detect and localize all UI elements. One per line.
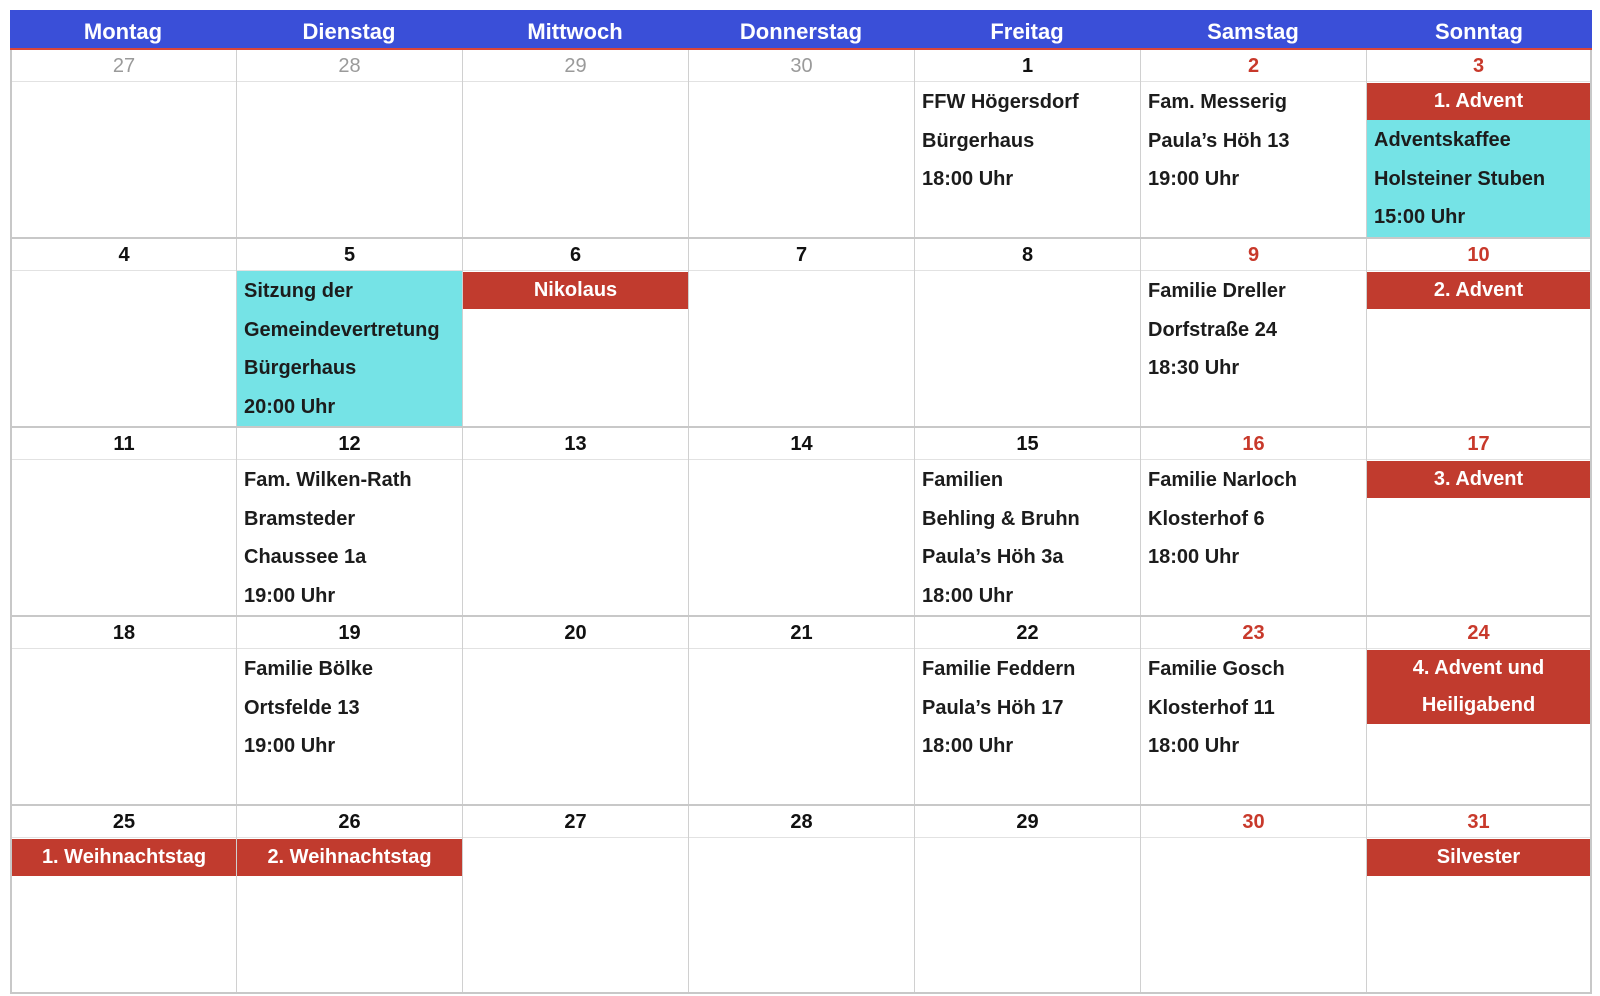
day-number: 12 [237,428,462,460]
day-cell[interactable] [1366,50,1592,237]
event-line: Bürgerhaus [244,357,357,379]
day-number: 3 [1367,50,1590,82]
weekday-header-freitag: Freitag [990,19,1064,44]
day-number: 24 [1367,617,1590,649]
event-block[interactable] [1141,649,1366,766]
day-number: 8 [915,239,1140,271]
day-cell[interactable] [236,239,462,426]
day-number: 29 [463,50,688,82]
event-line: Gemeindevertretung [244,318,440,341]
day-cell[interactable] [1366,806,1592,992]
event-line: Adventskaffee [1374,129,1511,151]
weekday-header-dienstag: Dienstag [302,19,396,44]
event-line: Chaussee 1a [244,546,367,568]
day-number: 25 [12,806,236,838]
day-number: 11 [12,428,236,460]
day-cell[interactable] [914,239,1140,426]
event-line: FFW Högersdorf [922,91,1079,113]
day-number: 9 [1141,239,1366,271]
day-cell[interactable] [1140,428,1366,615]
event-line: Familien [922,469,1004,491]
day-cell[interactable] [462,806,688,992]
day-cell[interactable] [10,428,236,615]
holiday-banner[interactable] [12,839,236,876]
weekday-header-row [10,10,1592,50]
event-line: Dorfstraße 24 [1148,318,1277,341]
day-cell[interactable] [688,239,914,426]
day-cell[interactable] [1366,239,1592,426]
event-line: Paula’s Höh 3a [922,546,1064,568]
event-block[interactable] [915,82,1140,199]
event-block[interactable] [1141,82,1366,199]
weekday-header-sonntag: Sonntag [1435,19,1523,44]
day-cell[interactable] [914,806,1140,992]
holiday-banner[interactable] [463,272,688,309]
day-cell[interactable] [1140,239,1366,426]
day-number: 27 [12,50,236,82]
event-line: 18:00 Uhr [1148,735,1240,757]
event-block[interactable] [915,649,1140,766]
event-line: Bürgerhaus [922,129,1035,152]
day-cell[interactable] [236,806,462,992]
event-line: 19:00 Uhr [1148,168,1240,190]
day-number: 20 [463,617,688,649]
calendar-week-row [10,50,1592,239]
day-number: 23 [1141,617,1366,649]
day-cell[interactable] [688,806,914,992]
event-line: Fam. Messerig [1148,91,1287,113]
holiday-label: 1. Weihnachtstag [41,846,207,868]
day-number: 26 [237,806,462,838]
day-number: 17 [1367,428,1590,460]
event-line: Ortsfelde 13 [244,696,360,719]
day-number: 14 [689,428,914,460]
event-block[interactable] [237,649,462,766]
day-number: 22 [915,617,1140,649]
holiday-label: 4. Advent und [1412,657,1545,679]
day-cell[interactable] [462,617,688,804]
holiday-banner[interactable] [1367,461,1590,498]
event-line: Familie Feddern [922,658,1076,680]
day-number: 21 [689,617,914,649]
day-number: 27 [463,806,688,838]
day-cell[interactable] [914,617,1140,804]
day-cell[interactable] [1140,50,1366,237]
event-line: 18:00 Uhr [922,584,1014,607]
event-line: Behling & Bruhn [922,507,1080,530]
day-cell[interactable] [914,50,1140,237]
holiday-banner[interactable] [1367,272,1590,309]
day-cell[interactable] [914,428,1140,615]
event-block[interactable] [915,460,1140,615]
event-line: Familie Bölke [244,658,373,680]
event-line: Familie Dreller [1148,280,1286,302]
day-cell[interactable] [10,806,236,992]
weekday-header-donnerstag: Donnerstag [739,19,863,44]
day-number: 28 [689,806,914,838]
event-line: 18:00 Uhr [1148,546,1240,568]
event-line: Fam. Wilken-Rath [244,469,412,491]
event-line: Klosterhof 11 [1148,696,1275,719]
day-cell[interactable] [236,428,462,615]
event-line: Paula’s Höh 13 [1148,129,1290,152]
event-line: Bramsteder [244,507,356,530]
day-number: 5 [237,239,462,271]
day-number: 6 [463,239,688,271]
day-number: 7 [689,239,914,271]
day-number: 19 [237,617,462,649]
day-number: 4 [12,239,236,271]
event-line: Familie Narloch [1148,469,1297,491]
calendar-weeks [10,50,1592,994]
day-number: 28 [237,50,462,82]
day-number: 30 [1141,806,1366,838]
event-line: 19:00 Uhr [244,735,336,757]
day-cell[interactable] [462,428,688,615]
calendar-month-grid [10,10,1592,994]
day-cell[interactable] [10,50,236,237]
day-number: 18 [12,617,236,649]
holiday-label: 1. Advent [1433,90,1524,112]
calendar-week-row [10,617,1592,806]
day-number: 15 [915,428,1140,460]
event-block[interactable] [237,460,462,615]
day-cell[interactable] [1366,428,1592,615]
holiday-label: Heiligabend [1421,694,1536,716]
holiday-label: Nikolaus [533,279,618,301]
day-cell[interactable] [688,617,914,804]
day-cell[interactable] [462,50,688,237]
day-cell[interactable] [1140,806,1366,992]
day-number: 16 [1141,428,1366,460]
event-line: 18:00 Uhr [922,735,1014,757]
weekday-header-mittwoch: Mittwoch [527,19,623,44]
day-number: 13 [463,428,688,460]
day-number: 29 [915,806,1140,838]
day-cell[interactable] [10,617,236,804]
day-cell[interactable] [1140,617,1366,804]
day-number: 2 [1141,50,1366,82]
day-number: 1 [915,50,1140,82]
holiday-banner[interactable] [1367,83,1590,120]
calendar-week-row [10,239,1592,428]
calendar-week-row [10,806,1592,994]
day-cell[interactable] [1366,617,1592,804]
holiday-banner[interactable] [1367,650,1590,724]
holiday-label: 2. Advent [1433,279,1524,301]
day-number: 30 [689,50,914,82]
day-cell[interactable] [462,239,688,426]
day-cell[interactable] [236,617,462,804]
holiday-label: Silvester [1436,846,1521,868]
day-number: 31 [1367,806,1590,838]
day-cell[interactable] [10,239,236,426]
holiday-label: 3. Advent [1433,468,1524,490]
holiday-banner[interactable] [237,839,462,876]
day-cell[interactable] [688,428,914,615]
event-line: Paula’s Höh 17 [922,696,1064,719]
event-line: 15:00 Uhr [1374,206,1466,228]
event-line: 18:00 Uhr [922,168,1014,190]
holiday-banner[interactable] [1367,839,1590,876]
weekday-header-samstag: Samstag [1207,19,1299,44]
event-block[interactable] [1141,271,1366,388]
day-cell[interactable] [688,50,914,237]
event-line: 18:30 Uhr [1148,357,1240,379]
holiday-label: 2. Weihnachtstag [267,846,432,868]
calendar-week-row [10,428,1592,617]
event-block[interactable] [1367,120,1590,237]
event-line: Sitzung der [244,280,353,302]
event-line: Familie Gosch [1148,658,1285,680]
event-line: Holsteiner Stuben [1374,167,1546,190]
event-line: 20:00 Uhr [244,395,336,418]
weekday-header-montag: Montag [83,19,163,44]
event-block[interactable] [1141,460,1366,577]
event-line: 19:00 Uhr [244,584,336,607]
day-number: 10 [1367,239,1590,271]
day-cell[interactable] [236,50,462,237]
event-block[interactable] [237,271,462,426]
event-line: Klosterhof 6 [1148,507,1265,530]
